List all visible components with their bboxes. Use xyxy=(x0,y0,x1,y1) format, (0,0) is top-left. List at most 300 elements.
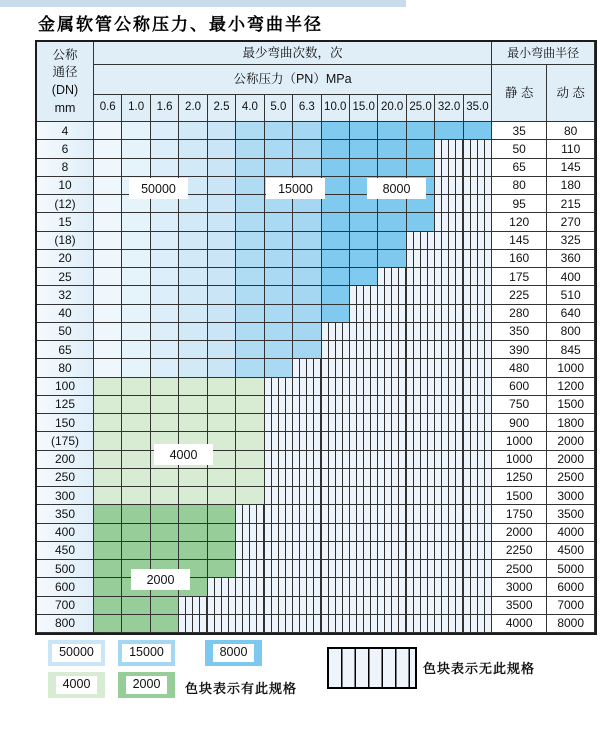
spec-cell xyxy=(378,159,406,177)
spec-cell xyxy=(94,341,122,359)
spec-cell xyxy=(208,487,236,505)
radius-static-cell: 120 xyxy=(492,213,547,231)
no-spec-cell xyxy=(407,323,435,341)
radius-dynamic-cell: 2000 xyxy=(547,432,595,450)
table-header-pressure: 公称压力（PN）MPa xyxy=(94,65,492,95)
no-spec-cell xyxy=(407,505,435,523)
spec-cell xyxy=(94,177,122,195)
zone-label-8000: 8000 xyxy=(368,179,425,198)
no-spec-cell xyxy=(435,250,463,268)
spec-cell xyxy=(179,396,207,414)
no-spec-cell xyxy=(435,451,463,469)
no-spec-cell xyxy=(378,578,406,596)
dn-header-line-3: mm xyxy=(54,100,76,115)
spec-cell xyxy=(208,268,236,286)
spec-cell xyxy=(265,359,293,377)
no-spec-cell xyxy=(407,451,435,469)
no-spec-cell xyxy=(435,268,463,286)
no-spec-cell xyxy=(208,578,236,596)
spec-cell xyxy=(94,542,122,560)
spec-cell xyxy=(122,232,150,250)
no-spec-cell xyxy=(378,268,406,286)
spec-cell xyxy=(151,396,179,414)
spec-cell xyxy=(179,268,207,286)
spec-cell xyxy=(179,341,207,359)
radius-static-cell: 160 xyxy=(492,250,547,268)
no-spec-cell xyxy=(293,414,321,432)
no-spec-cell xyxy=(350,469,378,487)
spec-cell xyxy=(265,250,293,268)
spec-cell xyxy=(322,195,350,213)
spec-cell xyxy=(151,140,179,158)
radius-static-cell: 280 xyxy=(492,305,547,323)
no-spec-cell xyxy=(435,615,463,633)
spec-cell xyxy=(265,213,293,231)
spec-cell xyxy=(151,213,179,231)
no-spec-cell xyxy=(464,578,492,596)
no-spec-cell xyxy=(293,469,321,487)
pressure-col-header: 4.0 xyxy=(236,95,264,122)
spec-cell xyxy=(122,615,150,633)
no-spec-cell xyxy=(293,487,321,505)
dn-cell: 600 xyxy=(37,578,94,596)
spec-cell xyxy=(151,615,179,633)
no-spec-cell xyxy=(322,597,350,615)
radius-dynamic-cell: 1500 xyxy=(547,396,595,414)
spec-cell xyxy=(236,159,264,177)
no-spec-cell xyxy=(435,195,463,213)
spec-cell xyxy=(94,560,122,578)
no-spec-cell xyxy=(378,615,406,633)
radius-dynamic-cell: 270 xyxy=(547,213,595,231)
no-spec-cell xyxy=(407,414,435,432)
spec-cell xyxy=(208,323,236,341)
pressure-col-header: 10.0 xyxy=(322,95,350,122)
spec-cell xyxy=(350,140,378,158)
no-spec-cell xyxy=(464,615,492,633)
spec-cell xyxy=(151,597,179,615)
spec-cell xyxy=(208,341,236,359)
spec-cell xyxy=(208,305,236,323)
radius-static-cell: 2000 xyxy=(492,524,547,542)
no-spec-cell xyxy=(435,378,463,396)
no-spec-cell xyxy=(435,396,463,414)
no-spec-cell xyxy=(322,524,350,542)
radius-static-cell: 750 xyxy=(492,396,547,414)
spec-cell xyxy=(208,195,236,213)
spec-cell xyxy=(122,140,150,158)
no-spec-cell xyxy=(464,505,492,523)
spec-cell xyxy=(179,414,207,432)
no-spec-cell xyxy=(407,487,435,505)
spec-cell xyxy=(236,378,264,396)
radius-static-cell: 145 xyxy=(492,232,547,250)
no-spec-cell xyxy=(464,159,492,177)
no-spec-cell xyxy=(322,432,350,450)
no-spec-cell xyxy=(265,396,293,414)
spec-cell xyxy=(236,305,264,323)
spec-cell xyxy=(236,414,264,432)
no-spec-cell xyxy=(208,597,236,615)
spec-cell xyxy=(151,341,179,359)
dn-cell: 32 xyxy=(37,286,94,304)
dn-cell: 8 xyxy=(37,159,94,177)
no-spec-cell xyxy=(236,597,264,615)
dn-cell: 500 xyxy=(37,560,94,578)
spec-cell xyxy=(94,140,122,158)
no-spec-cell xyxy=(464,560,492,578)
spec-cell xyxy=(122,414,150,432)
no-spec-cell xyxy=(378,597,406,615)
radius-dynamic-cell: 7000 xyxy=(547,597,595,615)
no-spec-cell xyxy=(293,542,321,560)
spec-cell xyxy=(236,432,264,450)
spec-cell xyxy=(122,505,150,523)
spec-cell xyxy=(122,122,150,140)
spec-cell xyxy=(122,469,150,487)
no-spec-cell xyxy=(407,341,435,359)
dn-header-line-1: 通径 xyxy=(52,65,78,80)
radius-static-cell: 1500 xyxy=(492,487,547,505)
spec-cell xyxy=(322,140,350,158)
spec-cell xyxy=(208,122,236,140)
no-spec-cell xyxy=(236,578,264,596)
spec-cell xyxy=(265,286,293,304)
spec-cell xyxy=(265,268,293,286)
legend-swatch-label: 4000 xyxy=(56,676,98,694)
no-spec-cell xyxy=(464,542,492,560)
no-spec-cell xyxy=(435,487,463,505)
spec-cell xyxy=(151,286,179,304)
radius-static-cell: 1250 xyxy=(492,469,547,487)
dn-cell: 250 xyxy=(37,469,94,487)
no-spec-cell xyxy=(378,469,406,487)
radius-dynamic-cell: 4000 xyxy=(547,524,595,542)
spec-cell xyxy=(151,469,179,487)
pressure-col-header: 20.0 xyxy=(378,95,406,122)
radius-static-cell: 3000 xyxy=(492,578,547,596)
no-spec-cell xyxy=(322,615,350,633)
radius-dynamic-cell: 845 xyxy=(547,341,595,359)
no-spec-cell xyxy=(378,560,406,578)
spec-cell xyxy=(236,469,264,487)
no-spec-cell xyxy=(293,432,321,450)
no-spec-cell xyxy=(179,597,207,615)
radius-dynamic-cell: 80 xyxy=(547,122,595,140)
no-spec-cell xyxy=(265,542,293,560)
radius-dynamic-cell: 1800 xyxy=(547,414,595,432)
spec-cell xyxy=(179,122,207,140)
spec-cell xyxy=(293,122,321,140)
no-spec-cell xyxy=(464,213,492,231)
radius-dynamic-cell: 8000 xyxy=(547,615,595,633)
spec-cell xyxy=(122,268,150,286)
radius-static-cell: 80 xyxy=(492,177,547,195)
spec-cell xyxy=(208,505,236,523)
spec-cell xyxy=(293,323,321,341)
spec-cell xyxy=(378,213,406,231)
zone-label-50000: 50000 xyxy=(130,179,187,198)
no-spec-cell xyxy=(293,396,321,414)
no-spec-cell xyxy=(208,615,236,633)
spec-cell xyxy=(322,268,350,286)
spec-cell xyxy=(94,323,122,341)
dn-cell: 700 xyxy=(37,597,94,615)
spec-cell xyxy=(94,487,122,505)
spec-cell xyxy=(122,159,150,177)
dn-cell: 6 xyxy=(37,140,94,158)
radius-dynamic-cell: 2500 xyxy=(547,469,595,487)
spec-cell xyxy=(122,341,150,359)
no-spec-cell xyxy=(407,469,435,487)
pressure-col-header: 25.0 xyxy=(407,95,435,122)
dn-cell: 100 xyxy=(37,378,94,396)
no-spec-cell xyxy=(435,542,463,560)
dn-cell: 4 xyxy=(37,122,94,140)
no-spec-cell xyxy=(350,286,378,304)
no-spec-cell xyxy=(407,578,435,596)
radius-dynamic-cell: 1000 xyxy=(547,359,595,377)
spec-cell xyxy=(94,359,122,377)
no-spec-cell xyxy=(435,286,463,304)
no-spec-cell xyxy=(350,597,378,615)
no-spec-cell xyxy=(407,524,435,542)
no-spec-cell xyxy=(464,341,492,359)
no-spec-cell xyxy=(378,323,406,341)
spec-cell xyxy=(322,232,350,250)
spec-cell xyxy=(94,432,122,450)
dn-cell: 10 xyxy=(37,177,94,195)
no-spec-cell xyxy=(378,359,406,377)
spec-cell xyxy=(94,469,122,487)
pressure-col-header: 1.6 xyxy=(151,95,179,122)
spec-cell xyxy=(293,250,321,268)
spec-cell xyxy=(378,122,406,140)
pressure-col-header: 1.0 xyxy=(122,95,150,122)
no-spec-cell xyxy=(350,615,378,633)
radius-dynamic-cell: 360 xyxy=(547,250,595,268)
no-spec-cell xyxy=(265,505,293,523)
spec-cell xyxy=(179,232,207,250)
spec-cell xyxy=(122,286,150,304)
no-spec-cell xyxy=(322,487,350,505)
dn-header-line-0: 公称 xyxy=(52,47,78,62)
spec-cell xyxy=(236,213,264,231)
radius-dynamic-cell: 5000 xyxy=(547,560,595,578)
no-spec-cell xyxy=(322,396,350,414)
radius-static-cell: 2250 xyxy=(492,542,547,560)
dn-cell: 200 xyxy=(37,451,94,469)
spec-cell xyxy=(179,359,207,377)
no-spec-cell xyxy=(322,560,350,578)
spec-cell xyxy=(179,140,207,158)
spec-cell xyxy=(236,140,264,158)
no-spec-cell xyxy=(350,505,378,523)
no-spec-cell xyxy=(464,268,492,286)
radius-static-cell: 2500 xyxy=(492,560,547,578)
radius-static-cell: 900 xyxy=(492,414,547,432)
spec-cell xyxy=(208,286,236,304)
no-spec-cell xyxy=(378,542,406,560)
spec-cell xyxy=(265,232,293,250)
no-spec-cell xyxy=(293,597,321,615)
no-spec-cell xyxy=(350,378,378,396)
legend-swatch-label: 50000 xyxy=(52,644,101,662)
no-spec-cell xyxy=(435,432,463,450)
table-header-cycles: 最少弯曲次数，次 xyxy=(94,42,492,65)
spec-cell xyxy=(122,359,150,377)
no-spec-cell xyxy=(265,615,293,633)
no-spec-cell xyxy=(378,341,406,359)
no-spec-cell xyxy=(322,414,350,432)
no-spec-cell xyxy=(350,524,378,542)
no-spec-cell xyxy=(435,232,463,250)
legend-swatch-8000 xyxy=(205,640,262,666)
spec-cell xyxy=(378,232,406,250)
spec-cell xyxy=(265,323,293,341)
no-spec-cell xyxy=(350,560,378,578)
spec-cell xyxy=(151,305,179,323)
spec-cell xyxy=(350,232,378,250)
no-spec-cell xyxy=(322,359,350,377)
radius-static-cell: 3500 xyxy=(492,597,547,615)
legend-no-spec-box xyxy=(327,647,417,689)
no-spec-cell xyxy=(435,323,463,341)
no-spec-cell xyxy=(293,615,321,633)
spec-cell xyxy=(293,159,321,177)
spec-cell xyxy=(236,396,264,414)
no-spec-cell xyxy=(322,323,350,341)
no-spec-cell xyxy=(378,305,406,323)
spec-cell xyxy=(151,122,179,140)
no-spec-cell xyxy=(464,396,492,414)
no-spec-cell xyxy=(464,414,492,432)
spec-cell xyxy=(236,359,264,377)
table-header-dynamic: 动 态 xyxy=(547,65,595,122)
legend-has-spec-text: 色块表示有此规格 xyxy=(185,681,298,696)
spec-cell xyxy=(265,159,293,177)
no-spec-cell xyxy=(407,378,435,396)
dn-header-line-2: (DN) xyxy=(51,83,79,98)
dn-cell: (18) xyxy=(37,232,94,250)
radius-dynamic-cell: 3000 xyxy=(547,487,595,505)
dn-cell: 350 xyxy=(37,505,94,523)
spec-cell xyxy=(94,597,122,615)
no-spec-cell xyxy=(407,232,435,250)
dn-cell: 20 xyxy=(37,250,94,268)
no-spec-cell xyxy=(293,378,321,396)
legend-swatch-label: 15000 xyxy=(122,644,171,662)
spec-cell xyxy=(179,213,207,231)
no-spec-cell xyxy=(464,524,492,542)
spec-cell xyxy=(293,213,321,231)
spec-cell xyxy=(122,451,150,469)
spec-cell xyxy=(236,451,264,469)
radius-dynamic-cell: 6000 xyxy=(547,578,595,596)
no-spec-cell xyxy=(265,378,293,396)
spec-cell xyxy=(94,396,122,414)
spec-cell xyxy=(208,140,236,158)
radius-static-cell: 350 xyxy=(492,323,547,341)
no-spec-cell xyxy=(435,560,463,578)
radius-static-cell: 4000 xyxy=(492,615,547,633)
dn-cell: (12) xyxy=(37,195,94,213)
no-spec-cell xyxy=(407,396,435,414)
no-spec-cell xyxy=(378,487,406,505)
legend-swatch-50000 xyxy=(48,640,105,666)
radius-static-cell: 1750 xyxy=(492,505,547,523)
no-spec-cell xyxy=(407,615,435,633)
spec-cell xyxy=(94,122,122,140)
no-spec-cell xyxy=(236,542,264,560)
spec-cell xyxy=(208,542,236,560)
legend-swatch-4000 xyxy=(48,672,105,698)
no-spec-cell xyxy=(322,451,350,469)
radius-dynamic-cell: 4500 xyxy=(547,542,595,560)
legend-swatch-label: 8000 xyxy=(213,644,255,662)
no-spec-cell xyxy=(293,505,321,523)
spec-cell xyxy=(208,451,236,469)
spec-cell xyxy=(236,487,264,505)
spec-cell xyxy=(94,378,122,396)
no-spec-cell xyxy=(293,451,321,469)
no-spec-cell xyxy=(236,560,264,578)
dn-cell: 40 xyxy=(37,305,94,323)
spec-cell xyxy=(322,213,350,231)
no-spec-cell xyxy=(435,140,463,158)
spec-cell xyxy=(94,268,122,286)
spec-cell xyxy=(94,615,122,633)
no-spec-cell xyxy=(407,286,435,304)
dn-cell: 65 xyxy=(37,341,94,359)
spec-cell xyxy=(293,305,321,323)
spec-cell xyxy=(293,286,321,304)
spec-cell xyxy=(151,159,179,177)
spec-cell xyxy=(208,432,236,450)
spec-cell xyxy=(236,323,264,341)
spec-cell xyxy=(94,286,122,304)
spec-cell xyxy=(208,159,236,177)
no-spec-cell xyxy=(265,578,293,596)
spec-cell xyxy=(236,268,264,286)
spec-cell xyxy=(151,323,179,341)
no-spec-cell xyxy=(464,378,492,396)
table-header-static: 静 态 xyxy=(492,65,547,122)
no-spec-cell xyxy=(464,432,492,450)
no-spec-cell xyxy=(265,487,293,505)
no-spec-cell xyxy=(378,396,406,414)
legend-no-spec-text: 色块表示无此规格 xyxy=(423,661,536,676)
spec-cell xyxy=(122,524,150,542)
no-spec-cell xyxy=(293,578,321,596)
spec-cell xyxy=(122,323,150,341)
spec-cell xyxy=(94,451,122,469)
no-spec-cell xyxy=(265,524,293,542)
spec-cell xyxy=(179,250,207,268)
page-title: 金属软管公称压力、最小弯曲半径 xyxy=(38,15,323,35)
no-spec-cell xyxy=(407,305,435,323)
spec-cell xyxy=(208,524,236,542)
no-spec-cell xyxy=(293,524,321,542)
no-spec-cell xyxy=(350,305,378,323)
spec-cell xyxy=(94,159,122,177)
dn-cell: 80 xyxy=(37,359,94,377)
radius-static-cell: 175 xyxy=(492,268,547,286)
spec-cell xyxy=(293,140,321,158)
spec-cell xyxy=(265,305,293,323)
pressure-col-header: 0.6 xyxy=(94,95,122,122)
spec-cell xyxy=(122,250,150,268)
